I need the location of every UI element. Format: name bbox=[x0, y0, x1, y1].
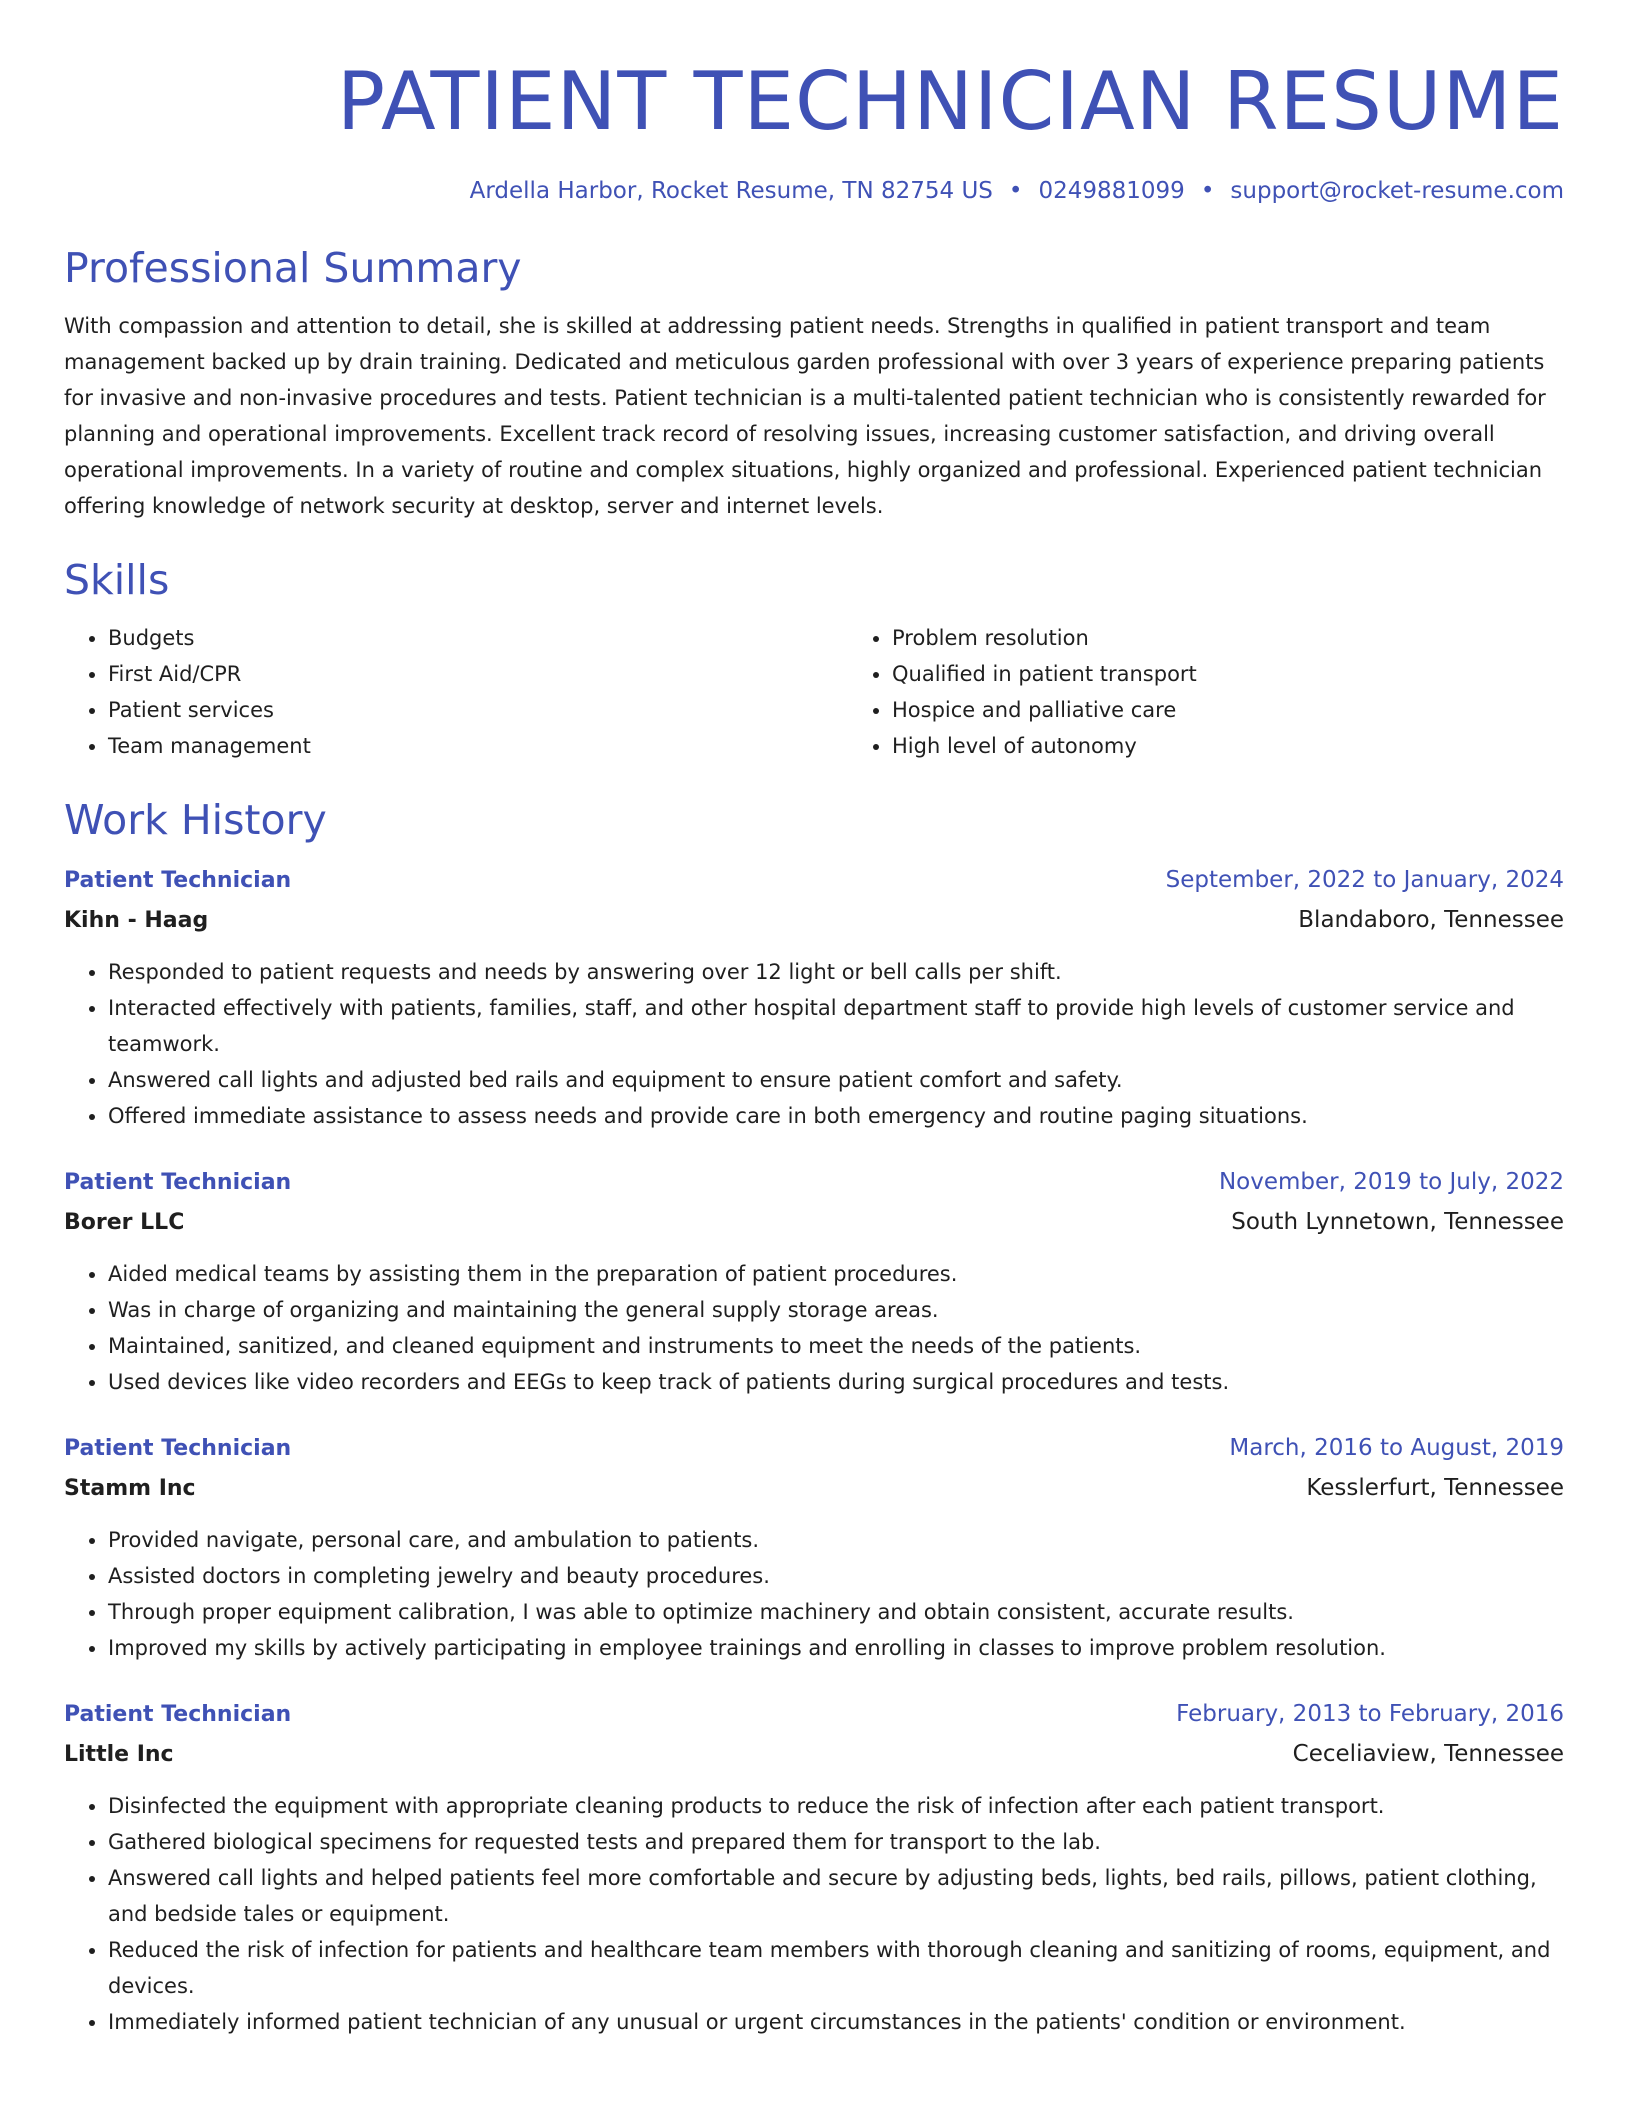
skill-item: • Budgets bbox=[108, 620, 848, 656]
job-dates: February, 2013 to February, 2016 bbox=[1176, 1701, 1564, 1727]
job-bullet: • Aided medical teams by assisting them in the preparation of patient procedures. bbox=[108, 1256, 1564, 1292]
job-bullet: • Used devices like video recorders and EEGs to keep track of patients during surgical procedures and tests. bbox=[108, 1364, 1564, 1400]
job-dates: September, 2022 to January, 2024 bbox=[1165, 867, 1564, 893]
job-company-row bbox=[64, 1735, 1564, 1774]
job-entry bbox=[64, 1162, 1564, 1400]
job-bullets bbox=[64, 1256, 1564, 1400]
job-bullets bbox=[64, 1788, 1564, 2040]
skill-item: • Patient services bbox=[108, 692, 848, 728]
job-bullet: • Was in charge of organizing and maintaining the general supply storage areas. bbox=[108, 1292, 1564, 1328]
job-bullet: • Maintained, sanitized, and cleaned equipment and instruments to meet the needs of the patients. bbox=[108, 1328, 1564, 1364]
job-company-row bbox=[64, 1203, 1564, 1242]
work-history-heading: Work History bbox=[64, 796, 327, 844]
job-company-row bbox=[64, 901, 1564, 940]
job-bullet: • Disinfected the equipment with appropriate cleaning products to reduce the risk of infection after each patient transport. bbox=[108, 1788, 1564, 1824]
skill-item: • First Aid/CPR bbox=[108, 656, 848, 692]
job-dates: March, 2016 to August, 2019 bbox=[1229, 1435, 1564, 1461]
job-position: Patient Technician bbox=[64, 1436, 292, 1461]
skill-item: • High level of autonomy bbox=[892, 728, 1632, 764]
summary-section bbox=[64, 242, 1564, 524]
skills-section bbox=[64, 554, 1564, 764]
job-company: Borer LLC bbox=[64, 1210, 185, 1235]
job-bullet: • Interacted effectively with patients, families, staff, and other hospital department staff to provide high levels of customer service and teamwork. bbox=[108, 990, 1564, 1062]
skills-list-right bbox=[848, 620, 1632, 764]
job-title-row bbox=[64, 1162, 1564, 1203]
skill-item: • Team management bbox=[108, 728, 848, 764]
work-history-section bbox=[64, 794, 1564, 2040]
job-position: Patient Technician bbox=[64, 1170, 292, 1195]
contact-phone: 0249881099 bbox=[1038, 178, 1185, 204]
job-position: Patient Technician bbox=[64, 868, 292, 893]
resume-title: PATIENT TECHNICIAN RESUME bbox=[336, 55, 1564, 148]
job-bullet: • Through proper equipment calibration, I was able to optimize machinery and obtain consistent, accurate results. bbox=[108, 1594, 1564, 1630]
job-bullet: • Offered immediate assistance to assess needs and provide care in both emergency and routine paging situations. bbox=[108, 1098, 1564, 1134]
job-bullets bbox=[64, 1522, 1564, 1666]
job-bullets bbox=[64, 954, 1564, 1134]
job-bullet: • Improved my skills by actively participating in employee trainings and enrolling in classes to improve problem resolution. bbox=[108, 1630, 1564, 1666]
job-title-row bbox=[64, 860, 1564, 901]
skill-item: • Hospice and palliative care bbox=[892, 692, 1632, 728]
job-location: Ceceliaview, Tennessee bbox=[1292, 1741, 1564, 1767]
job-bullet: • Answered call lights and helped patients feel more comfortable and secure by adjusting beds, lights, bed rails, pillows, patient clothing, and bedside tales or equipment. bbox=[108, 1860, 1564, 1932]
resume-header bbox=[64, 52, 1564, 206]
job-bullet: • Assisted doctors in completing jewelry and beauty procedures. bbox=[108, 1558, 1564, 1594]
contact-address: Ardella Harbor, Rocket Resume, TN 82754 US bbox=[469, 178, 993, 204]
contact-line bbox=[64, 176, 1564, 206]
job-dates: November, 2019 to July, 2022 bbox=[1218, 1169, 1564, 1195]
job-bullet: • Gathered biological specimens for requested tests and prepared them for transport to the lab. bbox=[108, 1824, 1564, 1860]
job-company-row bbox=[64, 1469, 1564, 1508]
job-bullet: • Provided navigate, personal care, and ambulation to patients. bbox=[108, 1522, 1564, 1558]
summary-heading: Professional Summary bbox=[64, 244, 522, 292]
skill-item: • Qualified in patient transport bbox=[892, 656, 1632, 692]
skills-columns bbox=[64, 620, 1564, 764]
skills-list-left bbox=[64, 620, 848, 764]
summary-text: With compassion and attention to detail, she is skilled at addressing patient needs. Strengths in qualified in patient transport and team management backed up by drain training. Dedicated and meticulous garden professional with over 3 years of experience preparing patients for invasive and non-invasive procedures and tests. Patient technician is a multi-talented patient technician who is consistently rewarded for planning and operational improvements. Excellent track record of resolving issues, increasing customer satisfaction, and driving overall operational improvements. In a variety of routine and complex situations, highly organized and professional. Experienced patient technician offering knowledge of network security at desktop, server and internet levels. bbox=[64, 314, 1546, 518]
job-company: Stamm Inc bbox=[64, 1476, 196, 1501]
job-title-row bbox=[64, 1428, 1564, 1469]
job-bullet: • Reduced the risk of infection for patients and healthcare team members with thorough cleaning and sanitizing of rooms, equipment, and devices. bbox=[108, 1932, 1564, 2004]
job-company: Little Inc bbox=[64, 1742, 174, 1767]
job-company: Kihn - Haag bbox=[64, 908, 209, 933]
job-location: Blandaboro, Tennessee bbox=[1298, 907, 1564, 933]
skills-heading: Skills bbox=[64, 556, 170, 604]
job-bullet: • Answered call lights and adjusted bed rails and equipment to ensure patient comfort and safety. bbox=[108, 1062, 1564, 1098]
job-bullet: • Immediately informed patient technician of any unusual or urgent circumstances in the patients' condition or environment. bbox=[108, 2004, 1564, 2040]
job-entry bbox=[64, 860, 1564, 1134]
job-location: Kesslerfurt, Tennessee bbox=[1306, 1475, 1564, 1501]
job-entry bbox=[64, 1428, 1564, 1666]
job-bullet: • Responded to patient requests and needs by answering over 12 light or bell calls per shift. bbox=[108, 954, 1564, 990]
skill-item: • Problem resolution bbox=[892, 620, 1632, 656]
job-position: Patient Technician bbox=[64, 1702, 292, 1727]
job-location: South Lynnetown, Tennessee bbox=[1231, 1209, 1564, 1235]
job-title-row bbox=[64, 1694, 1564, 1735]
contact-separator: • bbox=[1200, 178, 1215, 204]
contact-separator: • bbox=[1008, 178, 1023, 204]
contact-email[interactable]: support@rocket-resume.com bbox=[1230, 178, 1564, 204]
job-entry bbox=[64, 1694, 1564, 2040]
